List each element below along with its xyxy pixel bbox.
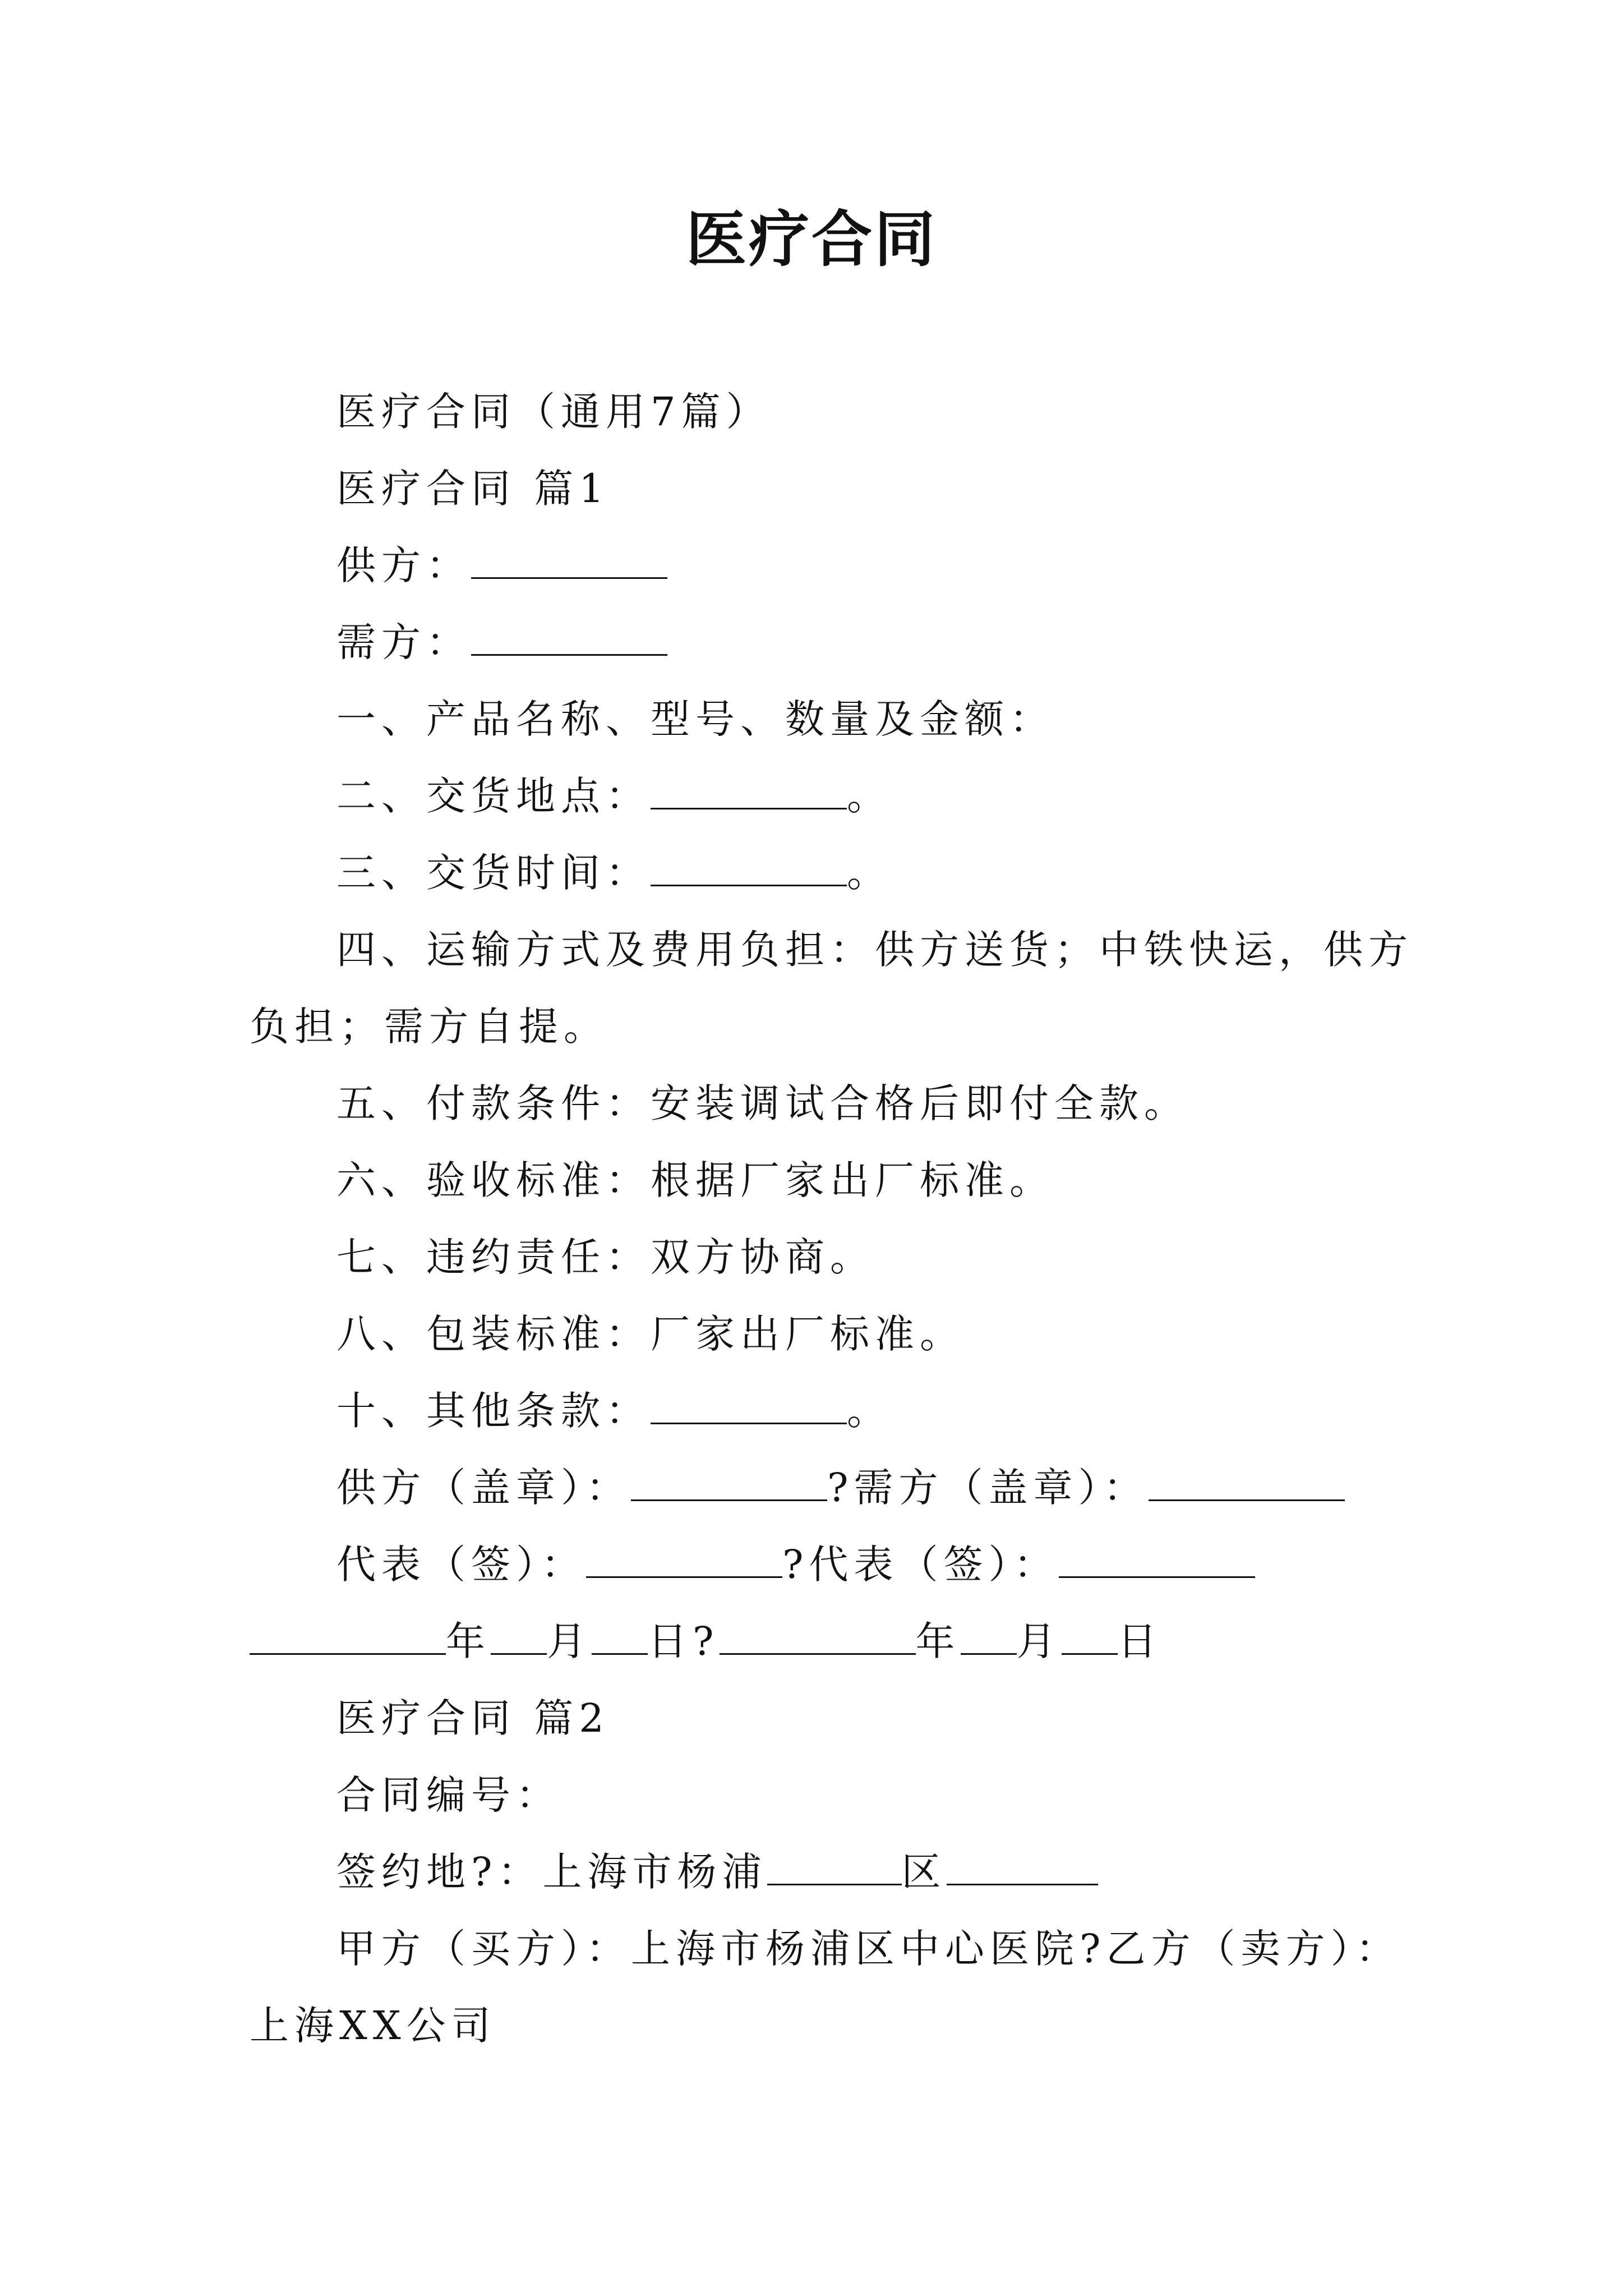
- supplier-day-blank: [592, 1619, 648, 1655]
- parties-line: [250, 1911, 1401, 1987]
- supplier-month-label: 月: [547, 1618, 592, 1664]
- clause-5-line: [250, 1065, 1391, 1142]
- clause-7-line: [250, 1219, 1391, 1296]
- buyer-seal-label: ?需方（盖章）：: [827, 1465, 1149, 1511]
- document-title: 医疗合同: [685, 204, 937, 275]
- clause-5-text: 五、付款条件：安装调试合格后即付全款。: [336, 1080, 1189, 1126]
- document-body: [250, 374, 1413, 2064]
- clause-4-text: 四、运输方式及费用负担：供方送货；中铁快运，供方: [336, 927, 1413, 973]
- buyer-month-blank: [961, 1619, 1017, 1655]
- contract-number-label: 合同编号：: [336, 1772, 561, 1818]
- clause-1-text: 一、产品名称、型号、数量及金额：: [336, 696, 1054, 742]
- subtitle-line: [250, 374, 1391, 450]
- supplier-rep-blank: [586, 1543, 782, 1578]
- clause-1-line: [250, 681, 1391, 758]
- supplier-seal-label: 供方（盖章）：: [336, 1465, 631, 1511]
- section-heading-2-text: 医疗合同 篇2: [336, 1695, 610, 1741]
- buyer-month-label: 月: [1016, 1618, 1062, 1664]
- supplier-rep-label: 代表（签）：: [336, 1542, 586, 1588]
- section-heading-1: [250, 450, 1391, 527]
- date-line: [250, 1603, 1391, 1680]
- buyer-rep-label: ?代表（签）：: [782, 1542, 1059, 1588]
- buyer-blank: [471, 620, 667, 656]
- parties-text: 甲方（买方）：上海市杨浦区中心医院?乙方（卖方）：: [336, 1926, 1401, 1972]
- clause-8-text: 八、包装标准：厂家出厂标准。: [336, 1311, 965, 1357]
- seal-line: [250, 1450, 1391, 1526]
- clause-10-label: 十、其他条款：: [336, 1388, 651, 1434]
- clause-3-period: 。: [847, 850, 892, 896]
- supplier-blank: [471, 544, 667, 579]
- clause-6-line: [250, 1142, 1391, 1219]
- district-label: 区: [901, 1849, 947, 1895]
- clause-7-text: 七、违约责任：双方协商。: [336, 1234, 875, 1280]
- signing-place-blank-1: [767, 1850, 902, 1885]
- contract-number-line: [250, 1757, 1391, 1834]
- section-heading-1-text: 医疗合同 篇1: [336, 466, 610, 512]
- signing-place-line: [250, 1834, 1391, 1911]
- buyer-year-label: 年: [915, 1618, 961, 1664]
- buyer-year-blank: [720, 1619, 916, 1655]
- clause-2-period: 。: [847, 773, 892, 819]
- buyer-day-blank: [1062, 1619, 1118, 1655]
- buyer-rep-blank: [1059, 1543, 1255, 1578]
- clause-6-text: 六、验收标准：根据厂家出厂标准。: [336, 1157, 1054, 1203]
- subtitle-text: 医疗合同（通用7篇）: [336, 389, 771, 435]
- signing-place-label: 签约地?：上海市杨浦: [336, 1849, 767, 1895]
- buyer-seal-blank: [1149, 1466, 1345, 1501]
- clause-3-label: 三、交货时间：: [336, 850, 651, 896]
- supplier-year-blank: [250, 1619, 446, 1655]
- other-terms-blank: [651, 1389, 847, 1424]
- clause-2-line: [250, 758, 1391, 835]
- buyer-day-label: 日: [1117, 1618, 1163, 1664]
- clause-3-line: [250, 835, 1391, 912]
- section-heading-2: [250, 1680, 1391, 1757]
- clause-8-line: [250, 1296, 1391, 1373]
- supplier-line: [250, 527, 1391, 604]
- clause-4-continuation-text: 负担；需方自提。: [250, 1004, 608, 1050]
- clause-4-line: [250, 912, 1413, 988]
- parties-continuation-text: 上海XX公司: [250, 2003, 496, 2049]
- supplier-label: 供方：: [336, 542, 471, 588]
- clause-4-continuation: [250, 988, 1391, 1065]
- clause-10-period: 。: [847, 1388, 892, 1434]
- representative-line: [250, 1526, 1391, 1603]
- buyer-line: [250, 604, 1391, 681]
- parties-continuation: [250, 1987, 1391, 2064]
- clause-10-line: [250, 1373, 1391, 1450]
- clause-2-label: 二、交货地点：: [336, 773, 651, 819]
- buyer-label: 需方：: [336, 619, 471, 665]
- supplier-month-blank: [491, 1619, 547, 1655]
- signing-place-blank-2: [947, 1850, 1098, 1885]
- supplier-seal-blank: [631, 1466, 827, 1501]
- supplier-day-label: 日?: [648, 1618, 720, 1664]
- supplier-year-label: 年: [446, 1618, 491, 1664]
- delivery-time-blank: [651, 851, 847, 886]
- delivery-place-blank: [651, 774, 847, 809]
